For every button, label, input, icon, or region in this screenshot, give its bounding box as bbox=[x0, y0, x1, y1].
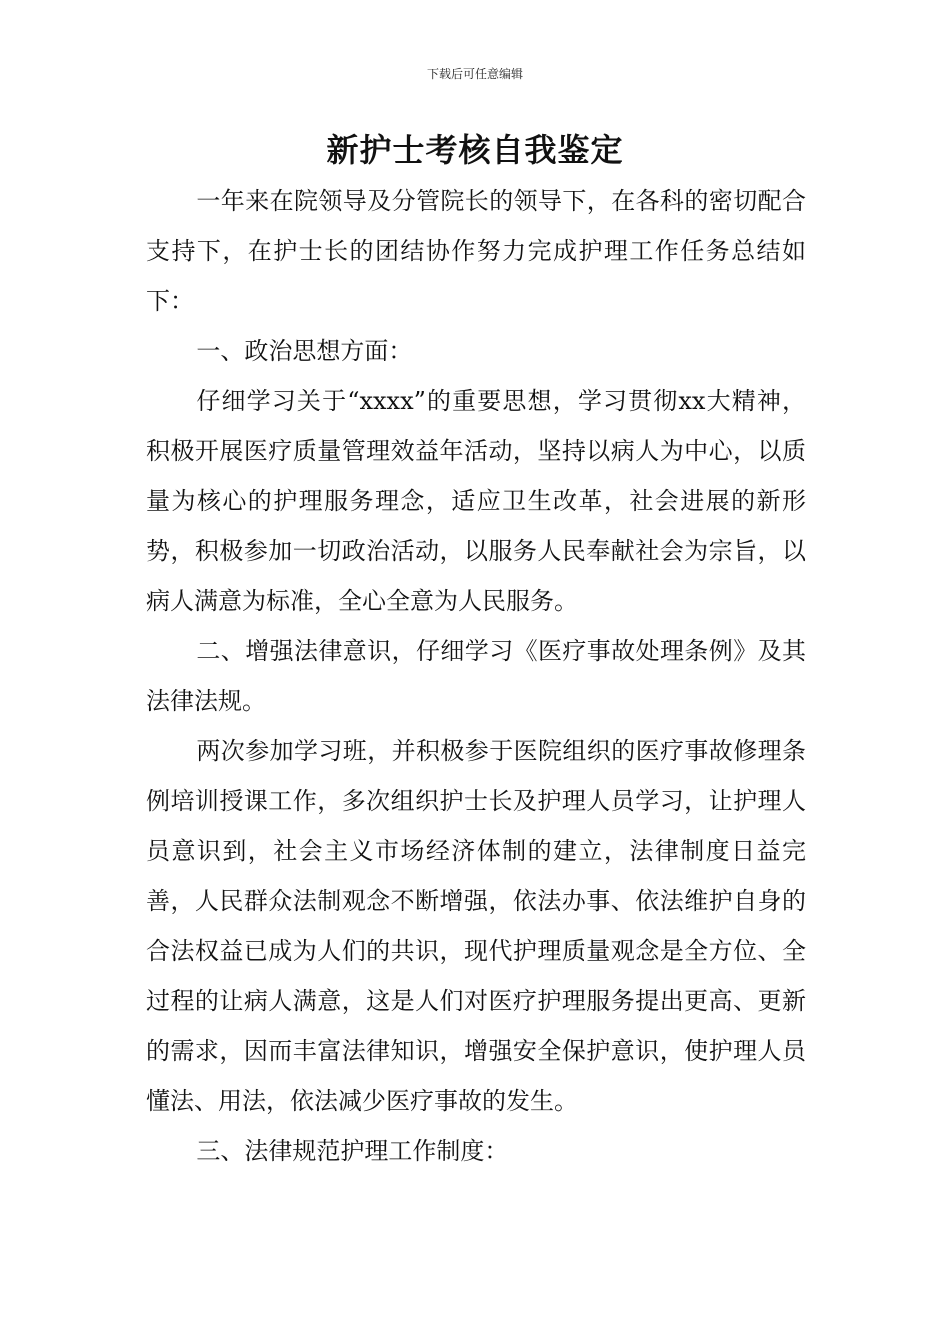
paragraph-intro: 一年来在院领导及分管院长的领导下，在各科的密切配合支持下，在护士长的团结协作努力完成护理工作任务总结如下： bbox=[146, 187, 806, 315]
section-heading-3: 三、法律规范护理工作制度： bbox=[196, 1137, 509, 1165]
document-body bbox=[146, 176, 806, 1176]
paragraph-section-1: 仔细学习关于“xxxx”的重要思想，学习贯彻xx大精神，积极开展医疗质量管理效益年活动，坚持以病人为中心，以质量为核心的护理服务理念，适应卫生改革，社会进展的新形势，积极参加一切政治活动，以服务人民奉献社会为宗旨，以病人满意为标准，全心全意为人民服务。 bbox=[146, 387, 806, 615]
document-title: 新护士考核自我鉴定 bbox=[326, 131, 624, 169]
paragraph-section-2: 两次参加学习班，并积极参于医院组织的医疗事故修理条例培训授课工作，多次组织护士长及护理人员学习，让护理人员意识到，社会主义市场经济体制的建立，法律制度日益完善，人民群众法制观念不断增强，依法办事、依法维护自身的合法权益已成为人们的共识，现代护理质量观念是全方位、全过程的让病人满意，这是人们对医疗护理服务提出更高、更新的需求，因而丰富法律知识，增强安全保护意识，使护理人员懂法、用法，依法减少医疗事故的发生。 bbox=[146, 737, 806, 1115]
section-heading-2: 二、增强法律意识，仔细学习《医疗事故处理条例》及其法律法规。 bbox=[146, 637, 806, 715]
header-note: 下载后可任意编辑 bbox=[426, 67, 523, 81]
section-heading-1: 一、政治思想方面： bbox=[196, 337, 413, 365]
